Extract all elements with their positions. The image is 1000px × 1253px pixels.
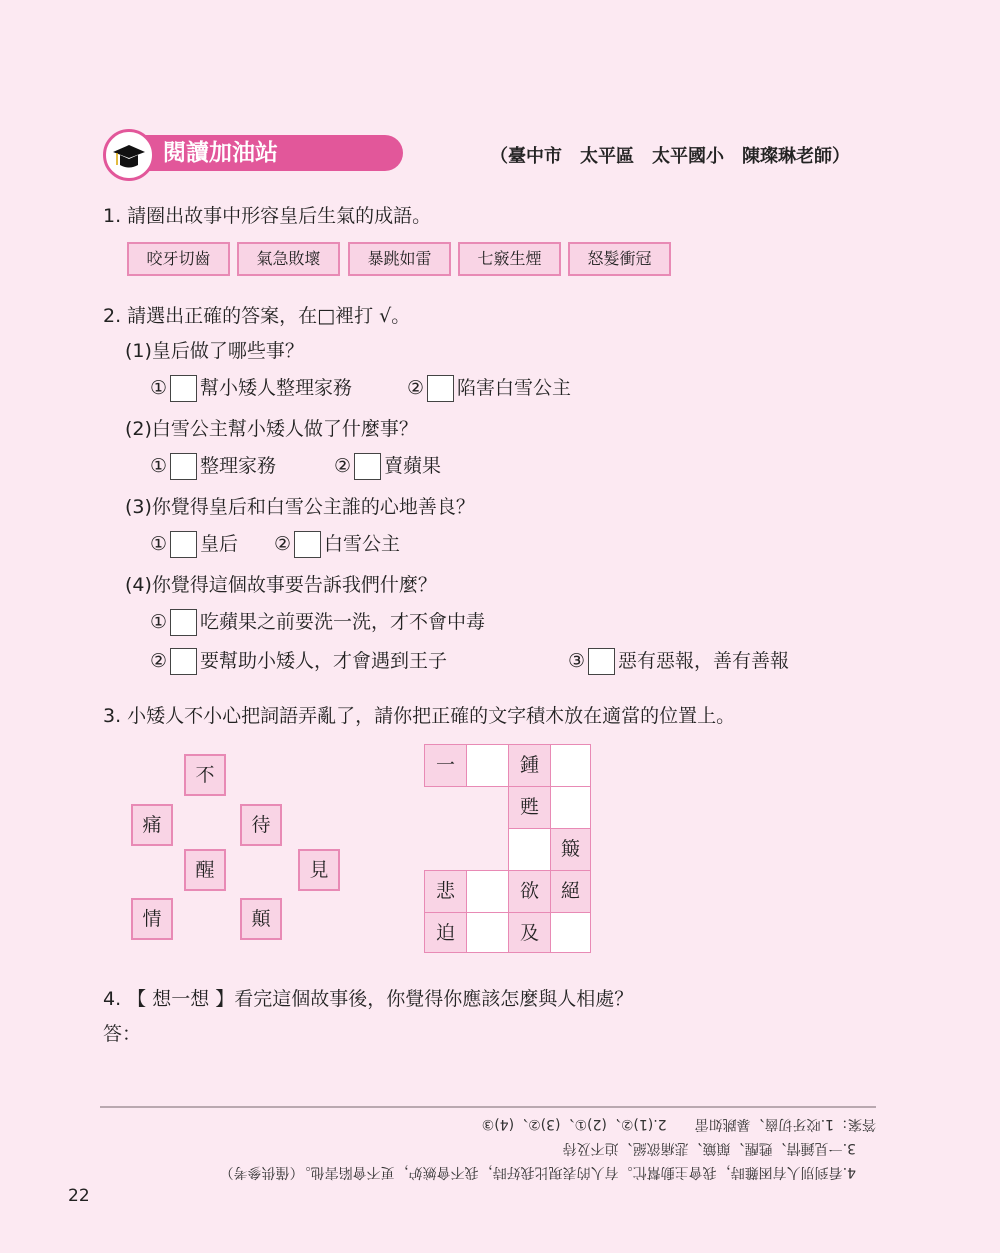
option: ② 白雪公主	[274, 529, 400, 558]
grid-cell: 簸	[550, 828, 591, 871]
grid-cell: 一	[424, 744, 467, 787]
grid-cell-blank[interactable]	[550, 912, 591, 953]
grid-cell-blank[interactable]	[550, 786, 591, 829]
question-4: 4. 【 想一想 】看完這個故事後，你覺得你應該怎麼與人相處？	[103, 988, 634, 1010]
idiom-option[interactable]: 怒髮衝冠	[568, 242, 671, 276]
answer-area[interactable]	[150, 1020, 870, 1080]
grid-cell: 欲	[508, 870, 551, 913]
checkbox[interactable]	[354, 453, 381, 480]
idiom-option[interactable]: 氣急敗壞	[237, 242, 340, 276]
grid-cell: 甦	[508, 786, 551, 829]
question-1: 1. 請圈出故事中形容皇后生氣的成語。	[103, 205, 432, 227]
grid-cell-blank[interactable]	[466, 912, 509, 953]
question-3: 3. 小矮人不小心把詞語弄亂了，請你把正確的文字積木放在適當的位置上。	[103, 705, 736, 727]
author-credit: （臺中市 太平區 太平國小 陳璨琳老師）	[490, 146, 850, 167]
option: ② 陷害白雪公主	[407, 373, 571, 402]
checkbox[interactable]	[170, 609, 197, 636]
word-tile[interactable]: 顛	[240, 898, 282, 940]
checkbox[interactable]	[170, 648, 197, 675]
word-tile[interactable]: 待	[240, 804, 282, 846]
sub-question: (2)白雪公主幫小矮人做了什麼事？	[125, 418, 418, 440]
word-tile[interactable]: 見	[298, 849, 340, 891]
section-title: 閱讀加油站	[133, 135, 403, 171]
option: ② 要幫助小矮人，才會遇到王子	[150, 646, 447, 675]
checkbox[interactable]	[170, 375, 197, 402]
idiom-option[interactable]: 咬牙切齒	[127, 242, 230, 276]
grid-cell-blank[interactable]	[508, 828, 551, 871]
option: ① 皇后	[150, 529, 238, 558]
word-tile[interactable]: 痛	[131, 804, 173, 846]
option: ③ 惡有惡報，善有善報	[568, 646, 789, 675]
page-number: 22	[68, 1186, 90, 1206]
sub-question: (3)你覺得皇后和白雪公主誰的心地善良？	[125, 496, 475, 518]
sub-question: (4)你覺得這個故事要告訴我們什麼？	[125, 574, 437, 596]
question-2: 2. 請選出正確的答案，在□裡打 √。	[103, 305, 411, 327]
word-tile[interactable]: 不	[184, 754, 226, 796]
divider	[100, 1106, 876, 1108]
sub-question: (1)皇后做了哪些事？	[125, 340, 304, 362]
badge-circle	[103, 129, 155, 181]
grid-cell: 迫	[424, 912, 467, 953]
checkbox[interactable]	[170, 531, 197, 558]
checkbox[interactable]	[170, 453, 197, 480]
checkbox[interactable]	[427, 375, 454, 402]
grid-cell: 鍾	[508, 744, 551, 787]
checkbox[interactable]	[294, 531, 321, 558]
upside-down-answer-key: 4.看到別人有困難時，我會主動幫忙。有人的表現比我好時，我不會嫉妒，更不會陷害他。（僅供參考） 3.一見鍾情、甦醒、顛簸、悲痛欲絕、迫不及待 答案：1.咬牙切齒、暴跳如雷 2.(1)②、(2)①、(3)②、(4)③	[219, 1116, 876, 1180]
word-tile[interactable]: 醒	[184, 849, 226, 891]
option: ① 整理家務	[150, 451, 276, 480]
word-tile[interactable]: 情	[131, 898, 173, 940]
idiom-option[interactable]: 暴跳如雷	[348, 242, 451, 276]
grid-cell-blank[interactable]	[466, 744, 509, 787]
grid-cell-blank[interactable]	[550, 744, 591, 787]
grid-cell-blank[interactable]	[466, 870, 509, 913]
grid-cell: 悲	[424, 870, 467, 913]
grid-cell: 絕	[550, 870, 591, 913]
answer-label: 答：	[103, 1023, 142, 1045]
graduation-cap-icon	[113, 145, 145, 171]
grid-cell: 及	[508, 912, 551, 953]
option: ① 幫小矮人整理家務	[150, 373, 352, 402]
checkbox[interactable]	[588, 648, 615, 675]
option: ② 賣蘋果	[334, 451, 441, 480]
option: ① 吃蘋果之前要洗一洗，才不會中毒	[150, 607, 485, 636]
idiom-option[interactable]: 七竅生煙	[458, 242, 561, 276]
